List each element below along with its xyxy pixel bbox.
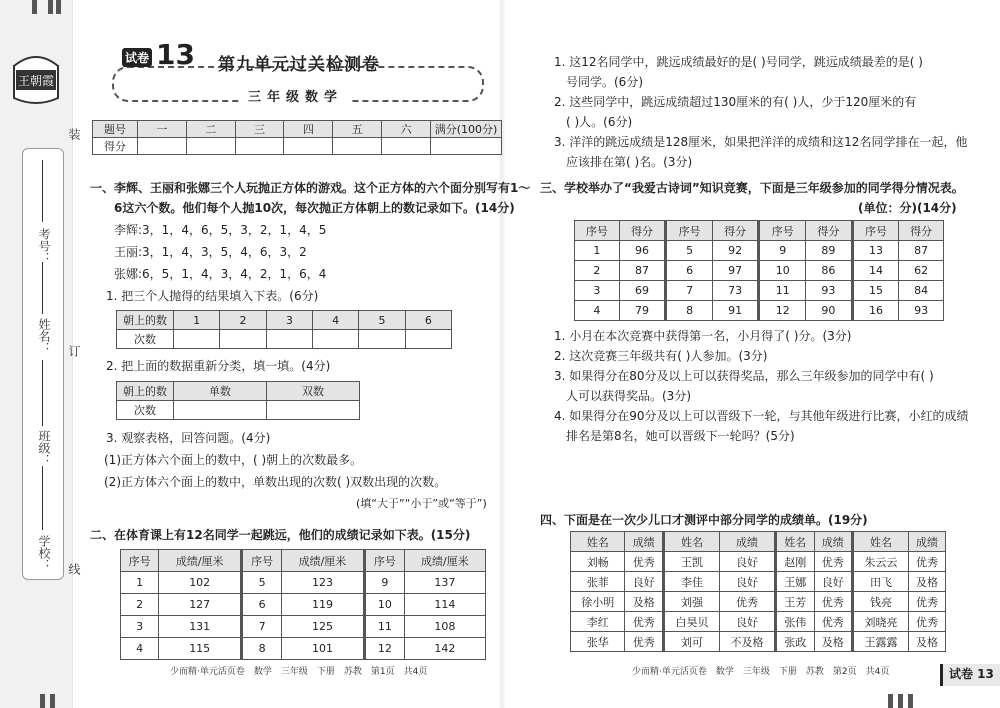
bottom-stripe: [898, 694, 903, 708]
table-cell: 田飞: [853, 572, 909, 592]
score-col: 二: [186, 121, 235, 138]
table-cell: 12: [364, 638, 404, 660]
table-cell: 5: [666, 241, 713, 261]
table-cell: 87: [899, 241, 944, 261]
answer-cell[interactable]: [174, 401, 267, 420]
table-cell: 李红: [571, 612, 625, 632]
score-col: 三: [235, 121, 284, 138]
table-cell: 87: [619, 261, 666, 281]
table-header: 成绩: [720, 532, 776, 552]
table-cell: 刘强: [663, 592, 719, 612]
exam-no-line: [42, 160, 43, 222]
s2-question: 1. 这12名同学中，跳远成绩最好的是( )号同学，跳远成绩最差的是( ): [554, 55, 923, 69]
table-cell: 优秀: [909, 612, 946, 632]
page-title: 第九单元过关检测卷: [218, 55, 380, 75]
score-table-label: 题号: [93, 121, 138, 138]
table-cell: 钱亮: [853, 592, 909, 612]
tally-col: 4: [312, 311, 358, 330]
fold-mark: 装: [67, 128, 81, 140]
score-cell[interactable]: [138, 138, 187, 155]
table-cell: 及格: [909, 572, 946, 592]
table-cell: 张伟: [776, 612, 814, 632]
table-cell: 73: [712, 281, 759, 301]
school-label: 学校：: [37, 535, 51, 571]
publisher-logo: [10, 46, 62, 108]
score-col-total: 满分(100分): [431, 121, 502, 138]
section3-unit: (单位：分)(14分): [858, 201, 957, 215]
table-cell: 及格: [814, 632, 852, 652]
table-row: [575, 241, 944, 261]
name-line: [42, 262, 43, 314]
oe-col: 单数: [174, 382, 267, 401]
paper-number: 13: [156, 38, 195, 71]
class-label: 班级：: [37, 430, 51, 466]
table-row: [121, 572, 486, 594]
s3-question: 人可以获得奖品。(3分): [566, 389, 691, 403]
table-cell: 优秀: [720, 592, 776, 612]
table-header: 序号: [852, 221, 899, 241]
table-cell: 89: [806, 241, 853, 261]
table-cell: 127: [159, 594, 242, 616]
score-cell[interactable]: [235, 138, 284, 155]
section1-q3: 3. 观察表格，回答问题。(4分): [106, 431, 271, 445]
bottom-stripe: [908, 694, 913, 708]
table-cell: 3: [121, 616, 159, 638]
table-row: [571, 592, 946, 612]
score-cell[interactable]: [186, 138, 235, 155]
page-subtitle: 三年级数学: [240, 86, 351, 105]
table-cell: 6: [666, 261, 713, 281]
top-stripe: [32, 0, 37, 14]
s2-question: 2. 这些同学中，跳远成绩超过130厘米的有( )人，少于120厘米的有: [554, 95, 917, 109]
table-cell: 1: [575, 241, 620, 261]
table-cell: 4: [121, 638, 159, 660]
table-cell: 刘可: [663, 632, 719, 652]
footer-left: 少而精·单元活页卷 数学 三年级 下册 苏教 第1页 共4页: [170, 667, 428, 677]
table-cell: 及格: [625, 592, 663, 612]
table-header: 得分: [712, 221, 759, 241]
table-cell: 11: [759, 281, 806, 301]
answer-cell[interactable]: [174, 330, 220, 349]
score-col: 一: [138, 121, 187, 138]
tally-row-label: 朝上的数: [117, 311, 174, 330]
oe-row-label: 朝上的数: [117, 382, 174, 401]
table-header: 成绩/厘米: [159, 550, 242, 572]
answer-cell[interactable]: [312, 330, 358, 349]
section2-heading: 二、在体育课上有12名同学一起跳远，他们的成绩记录如下表。(15分): [90, 528, 471, 542]
score-col: 五: [333, 121, 382, 138]
table-cell: 7: [666, 281, 713, 301]
bottom-stripe: [50, 694, 55, 708]
speech-grade-table: [570, 531, 946, 652]
table-cell: 62: [899, 261, 944, 281]
section1-q3b: (2)正方体六个面上的数中，单数出现的次数( )双数出现的次数。: [104, 475, 447, 489]
table-cell: 王芳: [776, 592, 814, 612]
page-fold: [498, 0, 506, 708]
poetry-score-table: [574, 220, 944, 321]
table-cell: 徐小明: [571, 592, 625, 612]
table-header: 姓名: [663, 532, 719, 552]
table-cell: 王娜: [776, 572, 814, 592]
score-table: [92, 120, 502, 155]
table-cell: 123: [282, 572, 365, 594]
table-cell: 良好: [625, 572, 663, 592]
table-row: [121, 594, 486, 616]
table-cell: 良好: [720, 572, 776, 592]
footer-right: 少而精·单元活页卷 数学 三年级 下册 苏教 第2页 共4页: [632, 667, 890, 677]
oe-row-label: 次数: [117, 401, 174, 420]
name-label: 姓名：: [37, 318, 51, 354]
table-cell: 2: [121, 594, 159, 616]
score-col: 六: [382, 121, 431, 138]
table-cell: 良好: [720, 612, 776, 632]
table-cell: 9: [759, 241, 806, 261]
table-cell: 13: [852, 241, 899, 261]
record-zhangna: 张娜:6，5，1，4，3，4，2，1，6，4: [114, 267, 327, 281]
table-cell: 12: [759, 301, 806, 321]
table-header: 姓名: [571, 532, 625, 552]
table-cell: 优秀: [625, 552, 663, 572]
table-cell: 14: [852, 261, 899, 281]
table-cell: 16: [852, 301, 899, 321]
s2-question: ( )人。(6分): [566, 115, 633, 129]
table-cell: 102: [159, 572, 242, 594]
table-cell: 王凯: [663, 552, 719, 572]
oe-col: 双数: [267, 382, 360, 401]
exam-no-label: 考号：: [37, 228, 51, 264]
fold-mark: 线: [67, 563, 81, 575]
table-cell: 137: [404, 572, 485, 594]
table-cell: 86: [806, 261, 853, 281]
table-cell: 108: [404, 616, 485, 638]
table-cell: 优秀: [909, 592, 946, 612]
tally-table: [116, 310, 452, 349]
table-cell: 10: [364, 594, 404, 616]
longjump-table: [120, 549, 486, 660]
record-wangli: 王丽:3，1，4，3，5，4，6，3，2: [114, 245, 307, 259]
fold-mark: 订: [67, 345, 81, 357]
score-cell[interactable]: [382, 138, 431, 155]
table-header: 成绩/厘米: [404, 550, 485, 572]
tally-col: 2: [220, 311, 266, 330]
tally-row-label: 次数: [117, 330, 174, 349]
bottom-stripe: [888, 694, 893, 708]
table-cell: 101: [282, 638, 365, 660]
section1-hint: (填“大于”“小于”或“等于”): [356, 497, 487, 510]
s3-question: 3. 如果得分在80分及以上可以获得奖品，那么三年级参加的同学中有( ): [554, 369, 934, 383]
table-cell: 84: [899, 281, 944, 301]
table-row: [571, 612, 946, 632]
table-row: [575, 261, 944, 281]
table-header: 得分: [806, 221, 853, 241]
bottom-stripe: [40, 694, 45, 708]
table-cell: 96: [619, 241, 666, 261]
table-header: 序号: [364, 550, 404, 572]
tally-col: 3: [266, 311, 312, 330]
table-cell: 张政: [776, 632, 814, 652]
score-table-label: 得分: [93, 138, 138, 155]
s3-question: 2. 这次竞赛三年级共有( )人参加。(3分): [554, 349, 768, 363]
table-cell: 119: [282, 594, 365, 616]
table-cell: 7: [242, 616, 282, 638]
table-cell: 8: [666, 301, 713, 321]
table-cell: 及格: [909, 632, 946, 652]
table-cell: 李佳: [663, 572, 719, 592]
table-row: [571, 632, 946, 652]
score-cell[interactable]: [431, 138, 502, 155]
class-line: [42, 360, 43, 426]
table-cell: 69: [619, 281, 666, 301]
table-cell: 92: [712, 241, 759, 261]
school-line: [42, 466, 43, 530]
section1-q2: 2. 把上面的数据重新分类，填一填。(4分): [106, 359, 331, 373]
table-cell: 优秀: [814, 612, 852, 632]
score-cell[interactable]: [333, 138, 382, 155]
table-cell: 90: [806, 301, 853, 321]
table-header: 得分: [619, 221, 666, 241]
section1-heading: 一、李辉、王丽和张娜三个人玩抛正方体的游戏。这个正方体的六个面分别写有1～: [90, 181, 531, 195]
s3-question: 4. 如果得分在90分及以上可以晋级下一轮，与其他年级进行比赛，小红的成绩: [554, 409, 969, 423]
table-cell: 4: [575, 301, 620, 321]
table-cell: 优秀: [814, 552, 852, 572]
table-cell: 125: [282, 616, 365, 638]
table-header: 序号: [759, 221, 806, 241]
top-stripe: [48, 0, 53, 14]
table-cell: 15: [852, 281, 899, 301]
top-stripe: [56, 0, 61, 14]
table-header: 成绩: [909, 532, 946, 552]
table-header: 成绩: [814, 532, 852, 552]
table-cell: 赵刚: [776, 552, 814, 572]
table-cell: 优秀: [909, 552, 946, 572]
tally-col: 1: [174, 311, 220, 330]
table-cell: 良好: [720, 552, 776, 572]
tally-col: 5: [359, 311, 405, 330]
table-cell: 1: [121, 572, 159, 594]
student-info-box: [22, 148, 64, 580]
record-lihui: 李辉:3，1，4，6，5，3，2，1，4，5: [114, 223, 327, 237]
s3-question: 1. 小月在本次竞赛中获得第一名，小月得了( )分。(3分): [554, 329, 852, 343]
table-cell: 朱云云: [853, 552, 909, 572]
table-row: [121, 616, 486, 638]
table-cell: 114: [404, 594, 485, 616]
table-row: [571, 572, 946, 592]
section1-heading: 6这六个数。他们每个人抛10次，每次抛正方体朝上的数记录如下。(14分): [114, 201, 515, 215]
table-header: 序号: [121, 550, 159, 572]
answer-cell[interactable]: [267, 401, 360, 420]
table-cell: 10: [759, 261, 806, 281]
odd-even-table: [116, 381, 360, 420]
score-col: 四: [284, 121, 333, 138]
corner-paper-badge: 试卷 13: [940, 664, 1000, 686]
table-cell: 115: [159, 638, 242, 660]
table-cell: 142: [404, 638, 485, 660]
table-cell: 刘畅: [571, 552, 625, 572]
table-cell: 王露露: [853, 632, 909, 652]
s3-question: 排名是第8名，她可以晋级下一轮吗？(5分): [566, 429, 795, 443]
table-cell: 刘晓亮: [853, 612, 909, 632]
table-header: 姓名: [776, 532, 814, 552]
table-cell: 2: [575, 261, 620, 281]
section1-q3a: (1)正方体六个面上的数中，( )朝上的次数最多。: [104, 453, 363, 467]
answer-cell[interactable]: [359, 330, 405, 349]
answer-cell[interactable]: [266, 330, 312, 349]
table-cell: 良好: [814, 572, 852, 592]
table-cell: 131: [159, 616, 242, 638]
s2-question: 3. 洋洋的跳远成绩是128厘米，如果把洋洋的成绩和这12名同学排在一起，他: [554, 135, 968, 149]
logo-text: 王朝霞: [17, 74, 55, 88]
table-header: 成绩/厘米: [282, 550, 365, 572]
s2-question: 应该排在第( )名。(3分): [566, 155, 693, 169]
answer-cell[interactable]: [220, 330, 266, 349]
table-cell: 3: [575, 281, 620, 301]
table-cell: 97: [712, 261, 759, 281]
table-cell: 优秀: [625, 612, 663, 632]
table-cell: 93: [899, 301, 944, 321]
table-cell: 11: [364, 616, 404, 638]
section1-q1: 1. 把三个人抛得的结果填入下表。(6分): [106, 289, 319, 303]
answer-cell[interactable]: [405, 330, 451, 349]
table-header: 得分: [899, 221, 944, 241]
table-cell: 5: [242, 572, 282, 594]
table-header: 序号: [575, 221, 620, 241]
table-cell: 91: [712, 301, 759, 321]
table-cell: 张华: [571, 632, 625, 652]
table-row: [121, 638, 486, 660]
tally-col: 6: [405, 311, 451, 330]
section3-heading: 三、学校举办了“我爱古诗词”知识竞赛，下面是三年级参加的同学得分情况表。: [540, 181, 964, 195]
table-row: [571, 552, 946, 572]
table-cell: 8: [242, 638, 282, 660]
s2-question: 号同学。(6分): [566, 75, 643, 89]
table-header: 序号: [666, 221, 713, 241]
table-header: 姓名: [853, 532, 909, 552]
table-cell: 张菲: [571, 572, 625, 592]
table-header: 序号: [242, 550, 282, 572]
table-cell: 白昊贝: [663, 612, 719, 632]
table-cell: 9: [364, 572, 404, 594]
paper-badge: 试卷: [122, 48, 152, 67]
table-cell: 优秀: [625, 632, 663, 652]
score-cell[interactable]: [284, 138, 333, 155]
table-cell: 6: [242, 594, 282, 616]
section4-heading: 四、下面是在一次少儿口才测评中部分同学的成绩单。(19分): [540, 513, 868, 527]
table-row: [575, 301, 944, 321]
table-cell: 不及格: [720, 632, 776, 652]
table-header: 成绩: [625, 532, 663, 552]
table-cell: 93: [806, 281, 853, 301]
table-row: [575, 281, 944, 301]
table-cell: 优秀: [814, 592, 852, 612]
table-cell: 79: [619, 301, 666, 321]
